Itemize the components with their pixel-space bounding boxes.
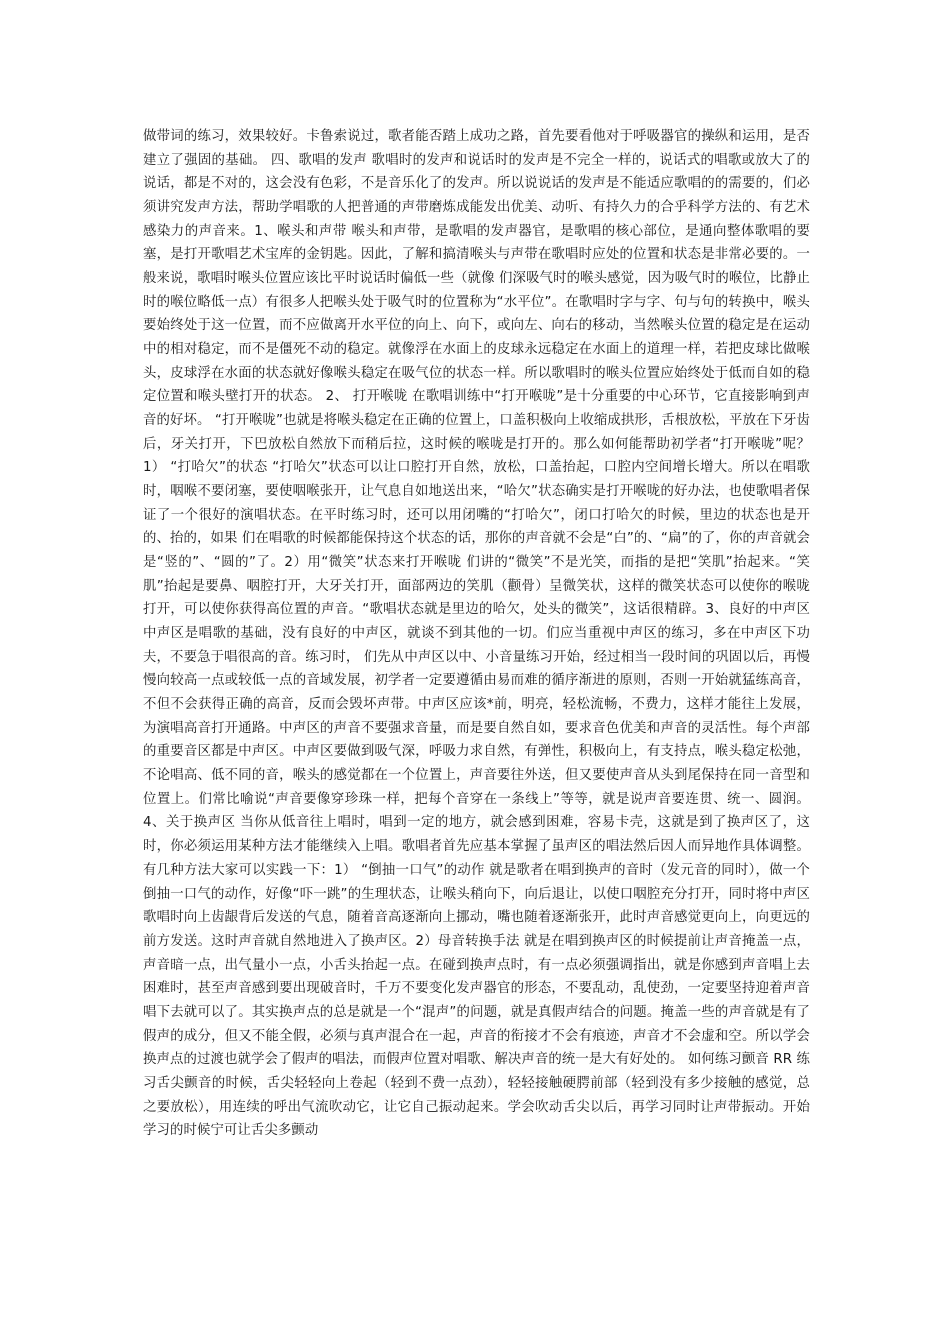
body-paragraph: 做带词的练习，效果较好。卡鲁索说过，歌者能否踏上成功之路，首先要看他对于呼吸器官的操纵和运用，是否建立了强固的基础。 四、歌唱的发声 歌唱时的发声和说话时的发声是不完全一样的，说话式的唱歌或放大了的说话，都是不对的，这会没有色彩，不是音乐化了的发声。所以说说话的发声是不能适应歌唱的的需要的，们必须讲究发声方法，帮助学唱歌的人把普通的声带磨炼成能发出优美、动听、有持久力的合乎科学方法的、有艺术感染力的声音来。1、喉头和声带 喉头和声带，是歌唱的发声器官，是歌唱的核心部位，是通向整体歌唱的要塞，是打开歌唱艺术宝库的金钥匙。因此，了解和搞清喉头与声带在歌唱时应处的位置和状态是非常必要的。一般来说，歌唱时喉头位置应该比平时说话时偏低一些（就像 们深吸气时的喉头感觉，因为吸气时的喉位，比静止时的喉位略低一点）有很多人把喉头处于吸气时的位置称为“水平位”。在歌唱时字与字、句与句的转换中，喉头要始终处于这一位置，而不应做离开水平位的向上、向下，或向左、向右的移动，当然喉头位置的稳定是在运动中的相对稳定，而不是僵死不动的稳定。就像浮在水面上的皮球永远稳定在水面上的道理一样，若把皮球比做喉头，皮球浮在水面的状态就好像喉头稳定在吸气位的状态一样。所以歌唱时的喉头位置应始终处于低而自如的稳定位置和喉头壁打开的状态。 2、 打开喉咙 在歌唱训练中“打开喉咙”是十分重要的中心环节，它直接影响到声音的好坏。 “打开喉咙”也就是将喉头稳定在正确的位置上，口盖积极向上收缩成拱形，舌根放松，平放在下牙齿后，牙关打开，下巴放松自然放下而稍后拉，这时候的喉咙是打开的。那么如何能帮助初学者“打开喉咙”呢？ 1） “打哈欠”的状态 “打哈欠”状态可以让口腔打开自然，放松，口盖抬起，口腔内空间增长增大。所以在唱歌时，咽喉不要闭塞，要使咽喉张开，让气息自如地送出来，“哈欠”状态确实是打开喉咙的好办法，也使歌唱者保证了一个很好的演唱状态。在平时练习时，还可以用闭嘴的“打哈欠”，闭口打哈欠的时候，里边的状态也是开的、抬的，如果 们在唱歌的时候都能保持这个状态的话，那你的声音就不会是“白”的、“扁”的了，你的声音就会是“竖的”、“圆的”了。2）用“微笑”状态来打开喉咙 们讲的“微笑”不是光笑，而指的是把“笑肌”抬起来。“笑肌”抬起是要鼻、咽腔打开，大牙关打开，面部两边的笑肌（颧骨）呈微笑状，这样的微笑状态可以使你的喉咙打开，可以使你获得高位置的声音。“歌唱状态就是里边的哈欠，处头的微笑”，这话很精辟。3、良好的中声区 中声区是唱歌的基础，没有良好的中声区，就谈不到其他的一切。们应当重视中声区的练习，多在中声区下功夫，不要急于唱很高的音。练习时， 们先从中声区以中、小音量练习开始，经过相当一段时间的巩固以后，再慢慢向较高一点或较低一点的音域发展，初学者一定要遵循由易而难的循序渐进的原则，否则一开始就猛练高音，不但不会获得正确的高音，反而会毁坏声带。中声区应该*前，明亮，轻松流畅，不费力，这样才能往上发展，为演唱高音打开通路。中声区的声音不要强求音量，而是要自然自如，要求音色优美和声音的灵活性。每个声部的重要音区都是中声区。中声区要做到吸气深，呼吸力求自然，有弹性，积极向上，有支持点，喉头稳定松弛，不论唱高、低不同的音，喉头的感觉都在一个位置上，声音要往外送，但又要使声音从头到尾保持在同一音型和位置上。们常比喻说“声音要像穿珍珠一样，把每个音穿在一条线上”等等，就是说声音要连贯、统一、圆润。4、关于换声区 当你从低音往上唱时，唱到一定的地方，就会感到困难，容易卡壳，这就是到了换声区了，这时，你必须运用某种方法才能继续入上唱。歌唱者首先应基本掌握了虽声区的唱法然后因人而异地作具体调整。有几种方法大家可以实践一下：1） “倒抽一口气”的动作 就是歌者在唱到换声的音时（发元音的同时），做一个倒抽一口气的动作，好像“吓一跳”的生理状态，让喉头稍向下，向后退让，以使口咽腔充分打开，同时将中声区歌唱时向上齿龈背后发送的气息，随着音高逐渐向上挪动，嘴也随着逐渐张开，此时声音感觉更向上，向更远的前方发送。这时声音就自然地进入了换声区。2）母音转换手法 就是在唱到换声区的时候提前让声音掩盖一点，声音暗一点，出气量小一点，小舌头抬起一点。在碰到换声点时，有一点必须强调指出，就是你感到声音唱上去困难时，甚至声音感到要出现破音时，千万不要变化发声器官的形态，不要乱动，乱使劲，一定要坚持迎着声音唱下去就可以了。其实换声点的总是就是一个“混声”的问题，就是真假声结合的问题。掩盖一些的声音就是有了假声的成分，但又不能全假，必须与真声混合在一起，声音的衔接才不会有痕迹，声音才不会虚和空。所以学会换声点的过渡也就学会了假声的唱法，而假声位置对唱歌、解决声音的统一是大有好处的。 如何练习颤音 RR 练习舌尖颤音的时候，舌尖轻轻向上卷起（轻到不费一点劲），轻轻接触硬腭前部（轻到没有多少接触的感觉，总之要放松），用连续的呼出气流吹动它，让它自己振动起来。学会吹动舌尖以后，再学习同时让声带振动。开始学习的时候宁可让舌尖多颤动	[143, 129, 810, 1139]
